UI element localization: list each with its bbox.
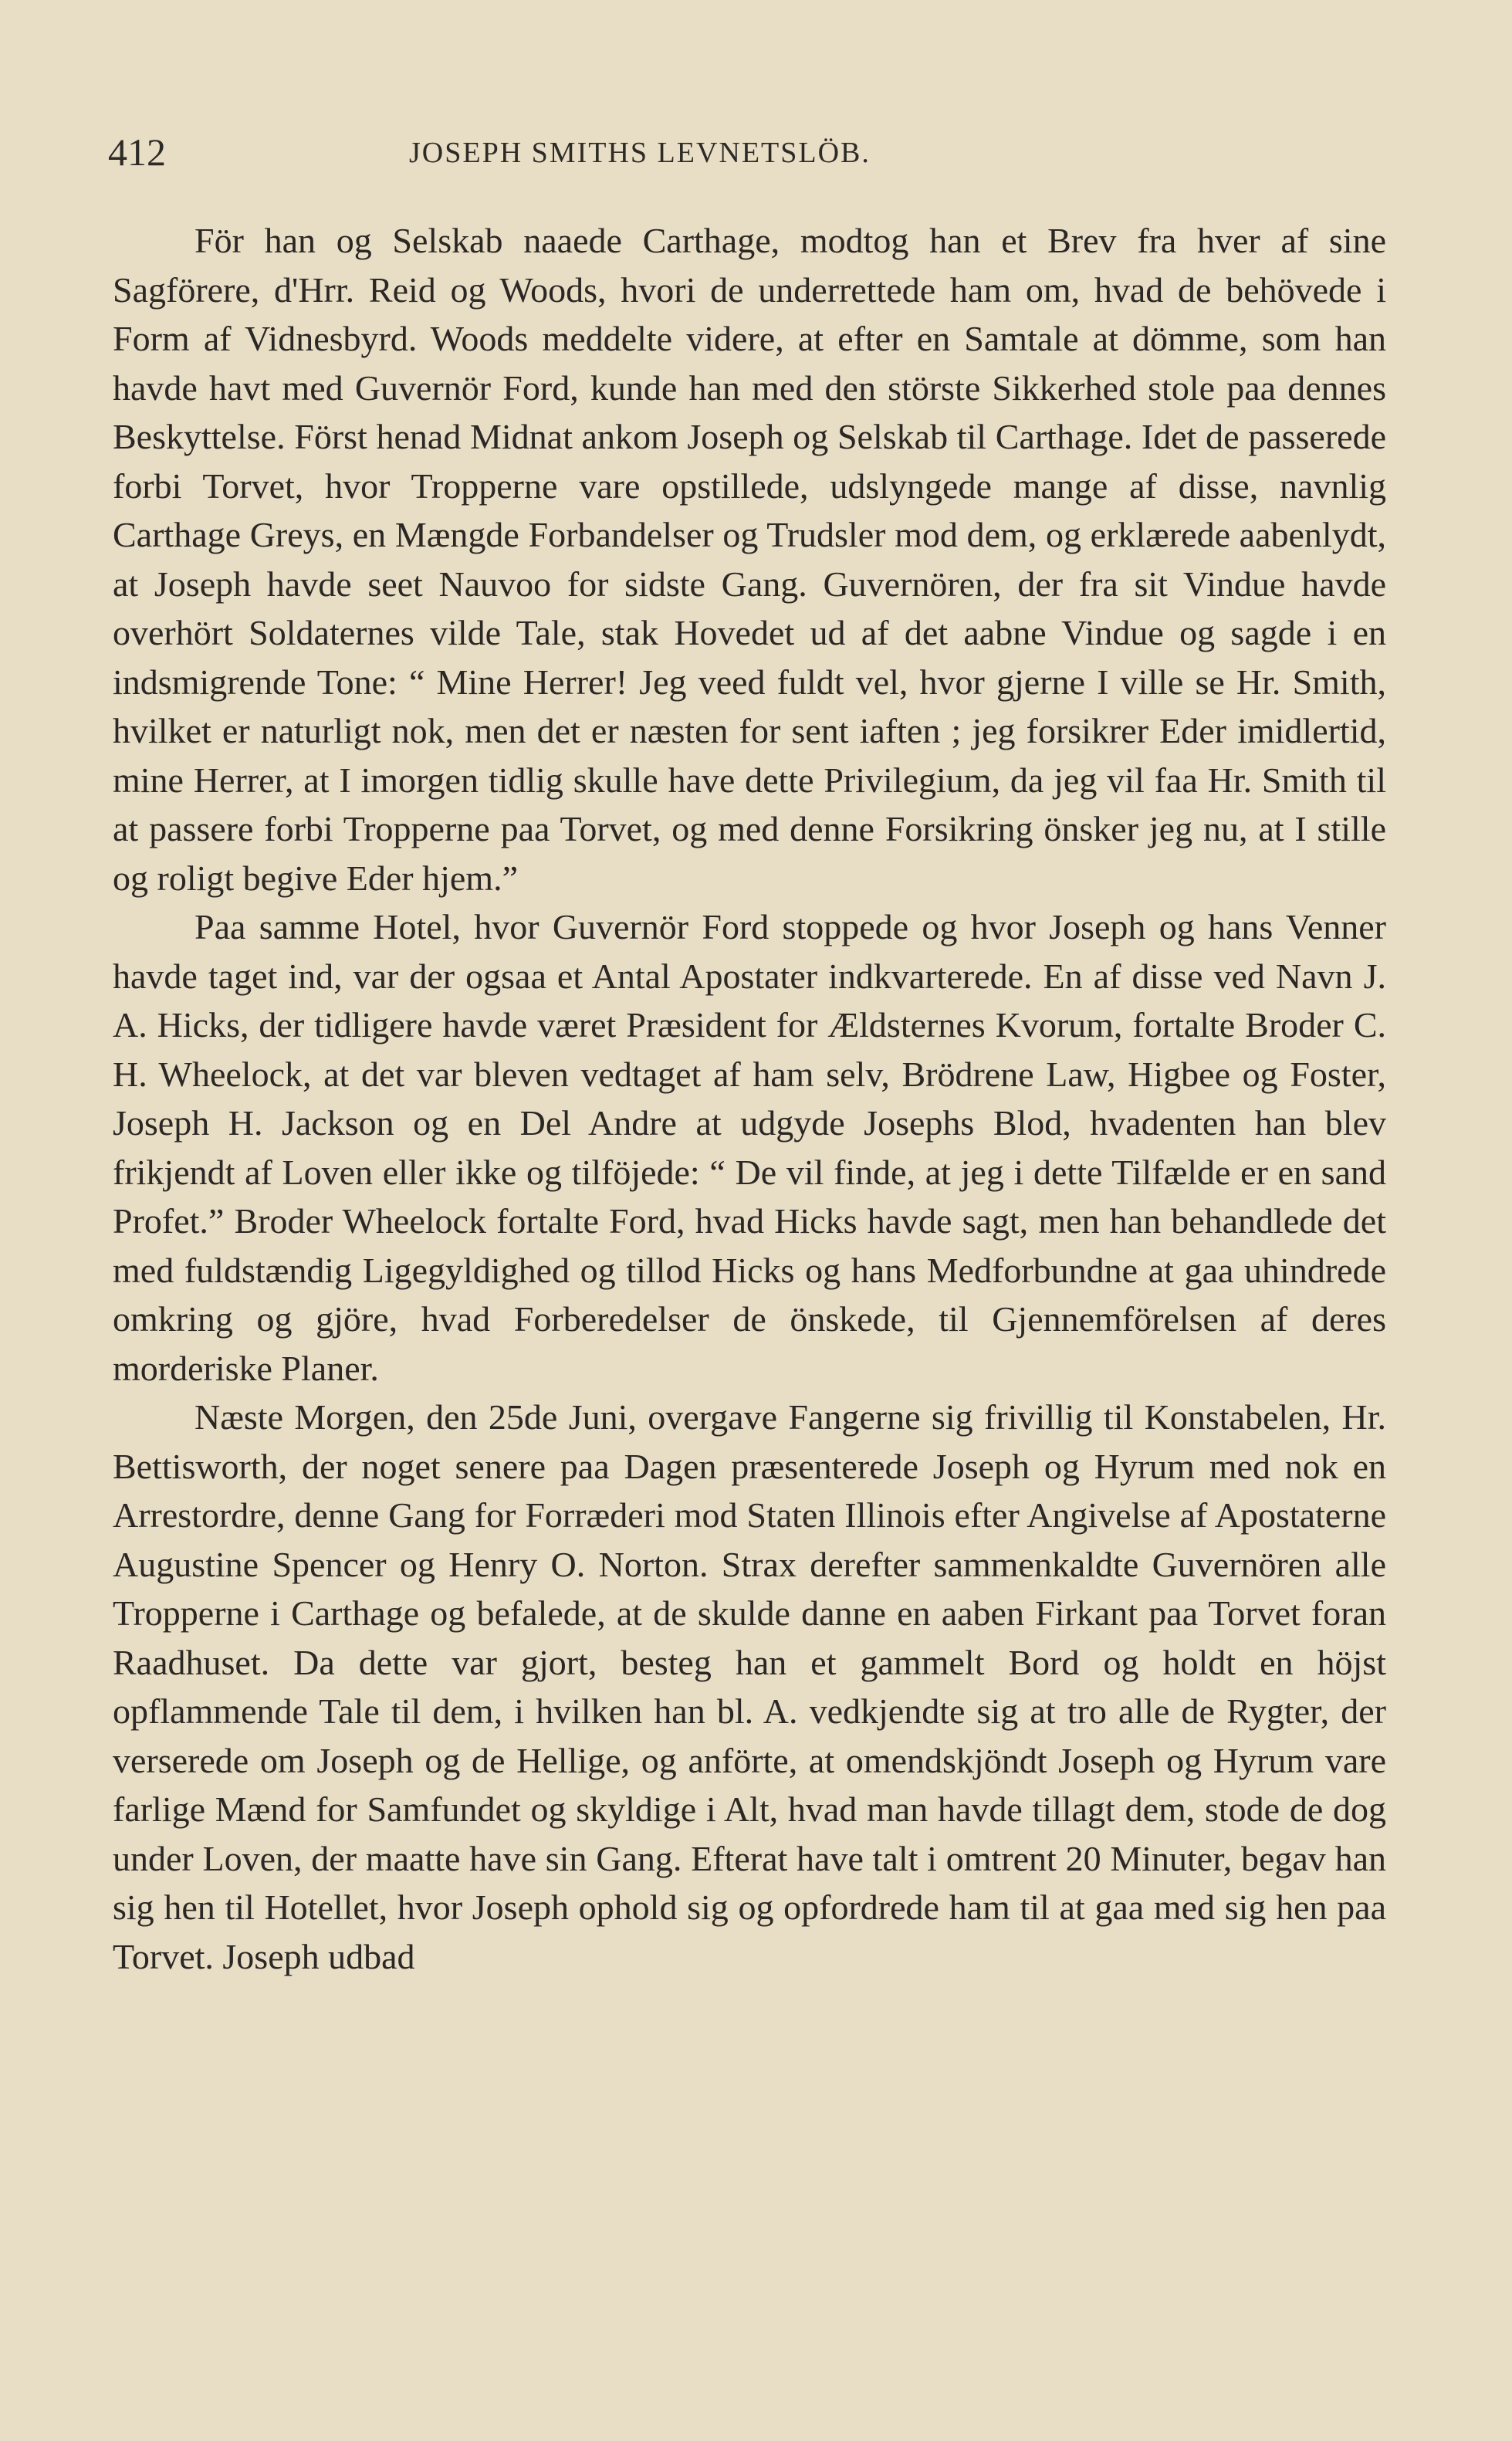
paragraph: Paa samme Hotel, hvor Guvernör Ford stoppede og hvor Joseph og hans Venner havde taget ind, var der ogsaa et Antal Apostater indkvarterede. En af disse ved Navn J. A. Hicks, der tidligere havde været Præsident for Ældsternes Kvorum, fortalte Broder C. H. Wheelock, at det var bleven vedtaget af ham selv, Brödrene Law, Higbee og Foster, Joseph H. Jackson og en Del Andre at udgyde Josephs Blod, hvadenten han blev frikjendt af Loven eller ikke og tilföjede: “ De vil finde, at jeg i dette Tilfælde er en sand Profet.” Broder Wheelock fortalte Ford, hvad Hicks havde sagt, men han behandlede det med fuldstændig Ligegyldighed og tillod Hicks og hans Medforbundne at gaa uhindrede omkring og gjöre, hvad Forberedelser de önskede, til Gjennemförelsen af deres morderiske Planer.	[113, 907, 1386, 1388]
body-text	[113, 216, 1386, 1981]
running-head: JOSEPH SMITHS LEVNETSLÖB.	[409, 137, 871, 169]
paragraph: För han og Selskab naaede Carthage, modtog han et Brev fra hver af sine Sagförere, d'Hrr. Reid og Woods, hvori de underrettede ham om, hvad de behövede i Form af Vidnesbyrd. Woods meddelte videre, at efter en Samtale at dömme, som han havde havt med Guvernör Ford, kunde han med den störste Sikkerhed stole paa dennes Beskyttelse. Först henad Midnat ankom Joseph og Selskab til Carthage. Idet de passerede forbi Torvet, hvor Tropperne vare opstillede, udslyngede mange af disse, navnlig Carthage Greys, en Mængde Forbandelser og Trudsler mod dem, og erklærede aabenlydt, at Joseph havde seet Nauvoo for sidste Gang. Guvernören, der fra sit Vindue havde overhört Soldaternes vilde Tale, stak Hovedet ud af det aabne Vindue og sagde i en indsmigrende Tone: “ Mine Herrer! Jeg veed fuldt vel, hvor gjerne I ville se Hr. Smith, hvilket er naturligt nok, men det er næsten for sent iaften ; jeg forsikrer Eder imidlertid, mine Herrer, at I imorgen tidlig skulle have dette Privilegium, da jeg vil faa Hr. Smith til at passere forbi Tropperne paa Torvet, og med denne Forsikring önsker jeg nu, at I stille og roligt begive Eder hjem.”	[113, 221, 1386, 898]
page-header	[108, 130, 1382, 176]
page-number: 412	[108, 130, 166, 174]
paragraph: Næste Morgen, den 25de Juni, overgave Fangerne sig frivillig til Konstabelen, Hr. Bettisworth, der noget senere paa Dagen præsenterede Joseph og Hyrum med nok en Arrestordre, denne Gang for Forræderi mod Staten Illinois efter Angivelse af Apostaterne Augustine Spencer og Henry O. Norton. Strax derefter sammenkaldte Guvernören alle Tropperne i Carthage og befalede, at de skulde danne en aaben Firkant paa Torvet foran Raadhuset. Da dette var gjort, besteg han et gammelt Bord og holdt en höjst opflammende Tale til dem, i hvilken han bl. A. vedkjendte sig at tro alle de Rygter, der verserede om Joseph og de Hellige, og anförte, at omendskjöndt Joseph og Hyrum vare farlige Mænd for Samfundet og skyldige i Alt, hvad man havde tillagt dem, stode de dog under Loven, der maatte have sin Gang. Efterat have talt i omtrent 20 Minuter, begav han sig hen til Hotellet, hvor Joseph ophold sig og opfordrede ham til at gaa med sig hen paa Torvet. Joseph udbad	[113, 1397, 1386, 1976]
